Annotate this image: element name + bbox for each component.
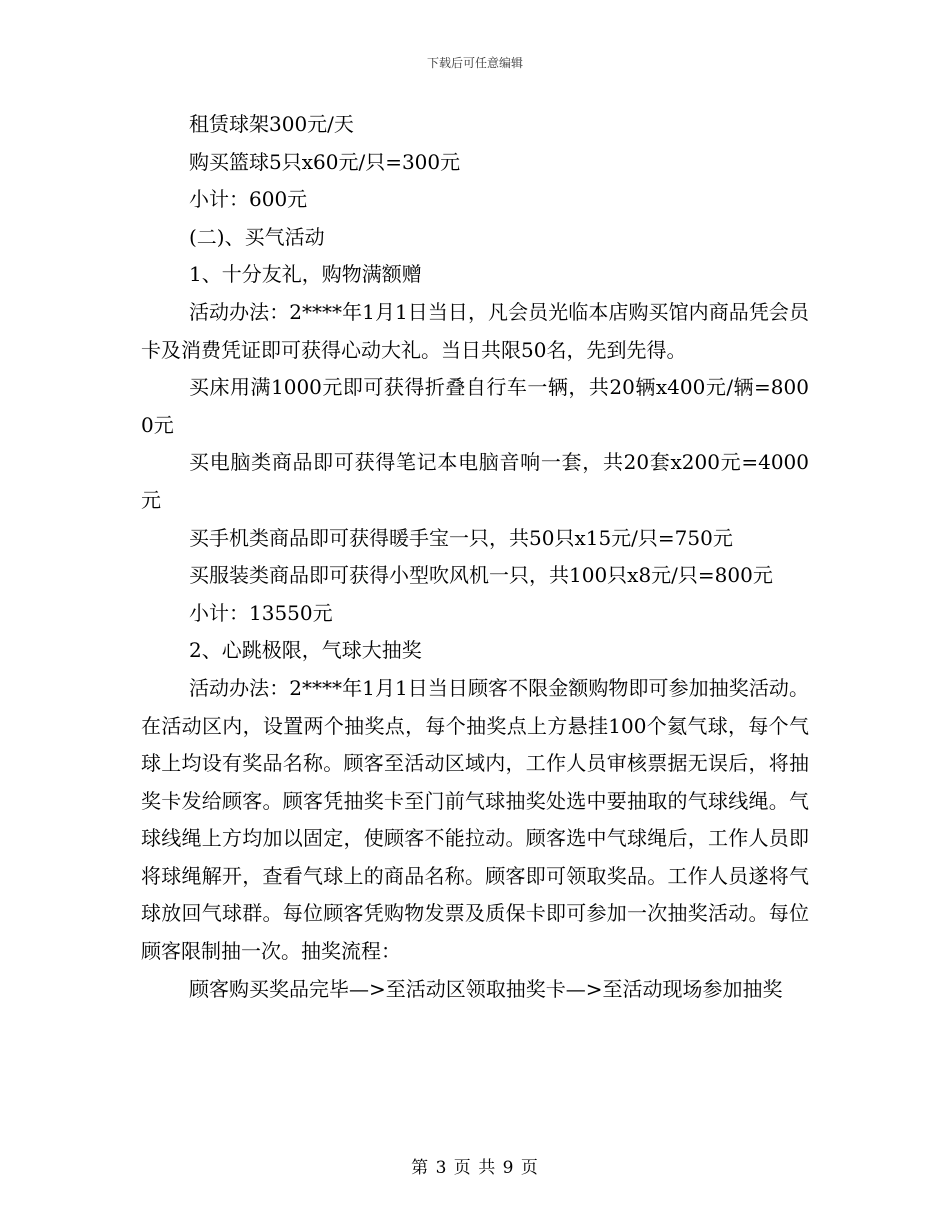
paragraph: 活动办法：2****年1月1日当日顾客不限金额购物即可参加抽奖活动。在活动区内，设置两个抽奖点，每个抽奖点上方悬挂100个氦气球，每个气球上均设有奖品名称。顾客至活动区域内，工作人员审核票据无误后，将抽奖卡发给顾客。顾客凭抽奖卡至门前气球抽奖处选中要抽取的气球线绳。气球线绳上方均加以固定，使顾客不能拉动。顾客选中气球绳后，工作人员即将球绳解开，查看气球上的商品名称。顾客即可领取奖品。工作人员遂将气球放回气球群。每位顾客凭购物发票及质保卡即可参加一次抽奖活动。每位顾客限制抽一次。抽奖流程： (141, 675, 809, 964)
section-heading: (二)、买气活动 (189, 224, 325, 249)
document-body (141, 106, 809, 1008)
paragraph: 买手机类商品即可获得暖手宝一只，共50只x15元/只=750元 (189, 525, 733, 550)
paragraph: 顾客购买奖品完毕—>至活动区领取抽奖卡—>至活动现场参加抽奖 (189, 976, 783, 1001)
paragraph: 小计：13550元 (189, 600, 333, 625)
paragraph: 买服装类商品即可获得小型吹风机一只，共100只x8元/只=800元 (189, 563, 773, 588)
paragraph: 活动办法：2****年1月1日当日，凡会员光临本店购买馆内商品凭会员卡及消费凭证即可获得心动大礼。当日共限50名，先到先得。 (141, 299, 809, 362)
subsection-heading: 1、十分友礼，购物满额赠 (189, 262, 422, 287)
paragraph: 买床用满1000元即可获得折叠自行车一辆，共20辆x400元/辆=8000元 (141, 375, 809, 437)
paragraph: 小计：600元 (189, 187, 308, 212)
paragraph: 买电脑类商品即可获得笔记本电脑音响一套，共20套x200元=4000元 (141, 450, 809, 512)
page-footer: 第 3 页 共 9 页 (411, 1158, 539, 1178)
page-header: 下载后可任意编辑 (426, 56, 523, 70)
subsection-heading: 2、心跳极限，气球大抽奖 (189, 638, 422, 663)
paragraph: 租赁球架300元/天 (189, 112, 354, 136)
paragraph: 购买篮球5只x60元/只=300元 (189, 149, 461, 174)
